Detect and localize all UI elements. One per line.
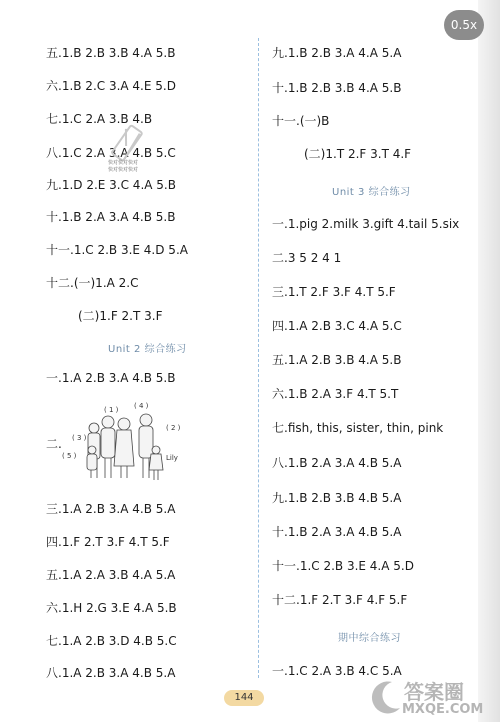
answer-line: 八.1.B 2.A 3.A 4.B 5.A <box>272 456 402 470</box>
answer-line: 六.1.B 2.A 3.F 4.T 5.T <box>272 387 399 401</box>
answer-line: 九.1.D 2.E 3.C 4.A 5.B <box>46 178 176 192</box>
unit3-section-title: Unit 3 综合练习 <box>332 187 411 198</box>
page-number: 144 <box>224 690 264 706</box>
watermark-title: 答案圈 <box>404 680 464 704</box>
answer-line: 四.1.A 2.B 3.C 4.A 5.C <box>272 319 402 333</box>
playback-speed-badge[interactable]: 0.5x <box>444 10 484 40</box>
answer-line: 二.3 5 2 4 1 <box>272 251 342 265</box>
illustration-label: ( 2 ) <box>166 424 181 432</box>
answer-line: 七.fish, this, sister, thin, pink <box>272 421 444 435</box>
answer-line: 一.1.A 2.B 3.A 4.B 5.B <box>46 371 176 385</box>
answer-line: 十一.(一)B <box>272 114 330 128</box>
family-illustration <box>58 394 188 490</box>
answer-line: 五.1.A 2.A 3.B 4.A 5.A <box>46 568 176 582</box>
unit2-section-title: Unit 2 综合练习 <box>108 344 187 355</box>
column-divider <box>258 38 259 678</box>
illustration-label: ( 5 ) <box>62 452 77 460</box>
answer-line: 十一.1.C 2.B 3.E 4.A 5.D <box>272 559 414 573</box>
answer-line: 十二.(一)1.A 2.C <box>46 276 139 290</box>
answer-line: 一.1.pig 2.milk 3.gift 4.tail 5.six <box>272 217 460 231</box>
answer-line: 八.1.A 2.B 3.A 4.B 5.A <box>46 666 176 680</box>
answer-line: 六.1.B 2.C 3.A 4.E 5.D <box>46 79 176 93</box>
illustration-label: Lily <box>166 454 178 462</box>
answer-line: 六.1.H 2.G 3.E 4.A 5.B <box>46 601 177 615</box>
stamp-caption <box>108 160 138 174</box>
answer-line: 四.1.F 2.T 3.F 4.T 5.F <box>46 535 170 549</box>
page-edge-shadow <box>478 0 500 722</box>
answer-line: (二)1.T 2.F 3.T 4.F <box>304 147 412 161</box>
answer-line: 三.1.A 2.B 3.A 4.B 5.A <box>46 502 176 516</box>
answer-line: 三.1.T 2.F 3.F 4.T 5.F <box>272 285 396 299</box>
stamp-caption-line: 快对快对快对 <box>108 160 139 166</box>
stamp-caption-line: 快对快对快对 <box>108 167 139 173</box>
answer-line: 九.1.B 2.B 3.A 4.A 5.A <box>272 46 402 60</box>
answer-line: 七.1.C 2.A 3.B 4.B <box>46 112 153 126</box>
answer-line: 八.1.C 2.A 3.A 4.B 5.C <box>46 146 176 160</box>
answer-line: 十.1.B 2.A 3.A 4.B 5.B <box>46 210 176 224</box>
site-watermark <box>366 676 494 720</box>
illustration-label: ( 3 ) <box>72 434 87 442</box>
answer-line: 一.1.C 2.A 3.B 4.C 5.A <box>272 664 402 678</box>
answer-line: 十二.1.F 2.T 3.F 4.F 5.F <box>272 593 408 607</box>
answer-line: 十一.1.C 2.B 3.E 4.D 5.A <box>46 243 188 257</box>
answer-line: 九.1.B 2.B 3.B 4.B 5.A <box>272 491 402 505</box>
answer-line: 十.1.B 2.B 3.B 4.A 5.B <box>272 81 402 95</box>
midterm-section-title: 期中综合练习 <box>338 633 401 644</box>
answer-line: (二)1.F 2.T 3.F <box>78 309 163 323</box>
illustration-label: ( 4 ) <box>134 402 149 410</box>
watermark-url: MXQE.COM <box>402 702 484 717</box>
illustration-label: ( 1 ) <box>104 406 119 414</box>
answer-line: 十.1.B 2.A 3.A 4.B 5.A <box>272 525 402 539</box>
answer-line: 二. <box>46 437 62 451</box>
crescent-logo-icon <box>366 678 404 716</box>
answer-line: 五.1.A 2.B 3.B 4.A 5.B <box>272 353 402 367</box>
answer-line: 五.1.B 2.B 3.B 4.A 5.B <box>46 46 176 60</box>
answer-line: 七.1.A 2.B 3.D 4.B 5.C <box>46 634 177 648</box>
family-figures-drawing <box>58 394 188 490</box>
